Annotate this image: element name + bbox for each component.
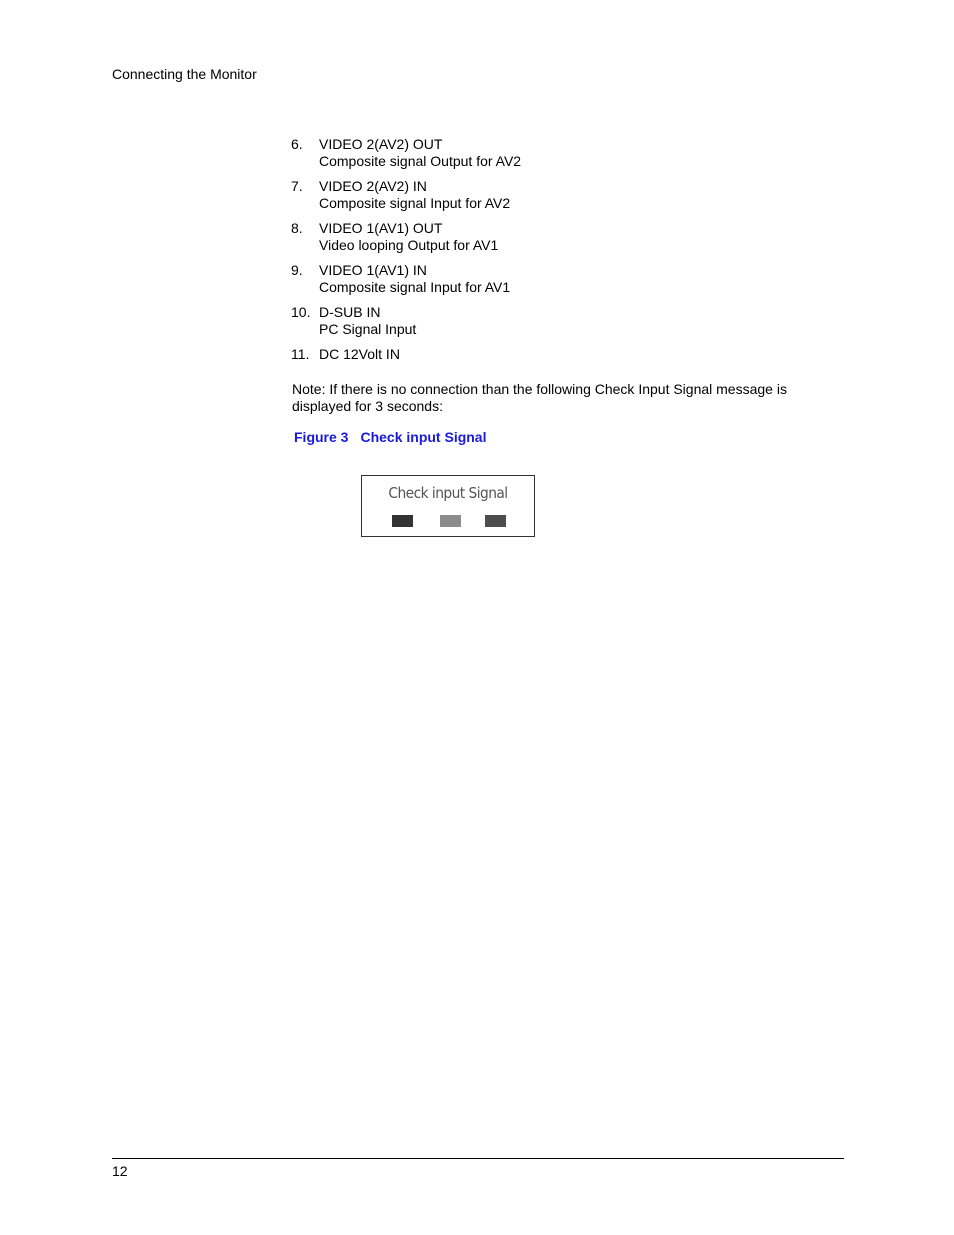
list-item-number: 8.: [291, 220, 303, 236]
list-item-description: Composite signal Output for AV2: [319, 153, 522, 169]
list-item-number: 6.: [291, 136, 303, 152]
list-item-title: VIDEO 1(AV1) OUT: [319, 220, 443, 236]
list-item: [291, 178, 851, 212]
list-item-title: VIDEO 2(AV2) OUT: [319, 136, 443, 152]
figure-label: Figure 3: [294, 429, 349, 445]
list-item-title: D-SUB IN: [319, 304, 381, 320]
note-paragraph: Note: If there is no connection than the following Check Input Signal message is displayed for 3 seconds:: [292, 381, 787, 414]
osd-swatch-dark: [392, 515, 413, 527]
list-item-description: PC Signal Input: [319, 321, 417, 337]
list-item: [291, 136, 851, 170]
page-number: 12: [112, 1163, 128, 1179]
figure-caption: [294, 429, 486, 445]
list-item-title: DC 12Volt IN: [319, 346, 400, 362]
footer-rule: [112, 1158, 844, 1159]
running-head: Connecting the Monitor: [112, 66, 257, 82]
osd-swatch-light: [440, 515, 461, 527]
list-item: [291, 346, 851, 363]
connector-list: [291, 136, 851, 371]
list-item: [291, 262, 851, 296]
list-item: [291, 220, 851, 254]
list-item-number: 7.: [291, 178, 303, 194]
list-item-description: Composite signal Input for AV2: [319, 195, 511, 211]
figure-title: Check input Signal: [360, 429, 487, 445]
osd-swatch-medium: [485, 515, 506, 527]
list-item-number: 10.: [291, 304, 311, 320]
list-item-description: Video looping Output for AV1: [319, 237, 499, 253]
list-item: [291, 304, 851, 338]
list-item-description: Composite signal Input for AV1: [319, 279, 511, 295]
list-item-title: VIDEO 1(AV1) IN: [319, 262, 427, 278]
check-input-signal-osd: [361, 475, 535, 537]
osd-message: Check input Signal: [388, 484, 508, 502]
list-item-title: VIDEO 2(AV2) IN: [319, 178, 427, 194]
list-item-number: 11.: [291, 346, 310, 362]
list-item-number: 9.: [291, 262, 303, 278]
